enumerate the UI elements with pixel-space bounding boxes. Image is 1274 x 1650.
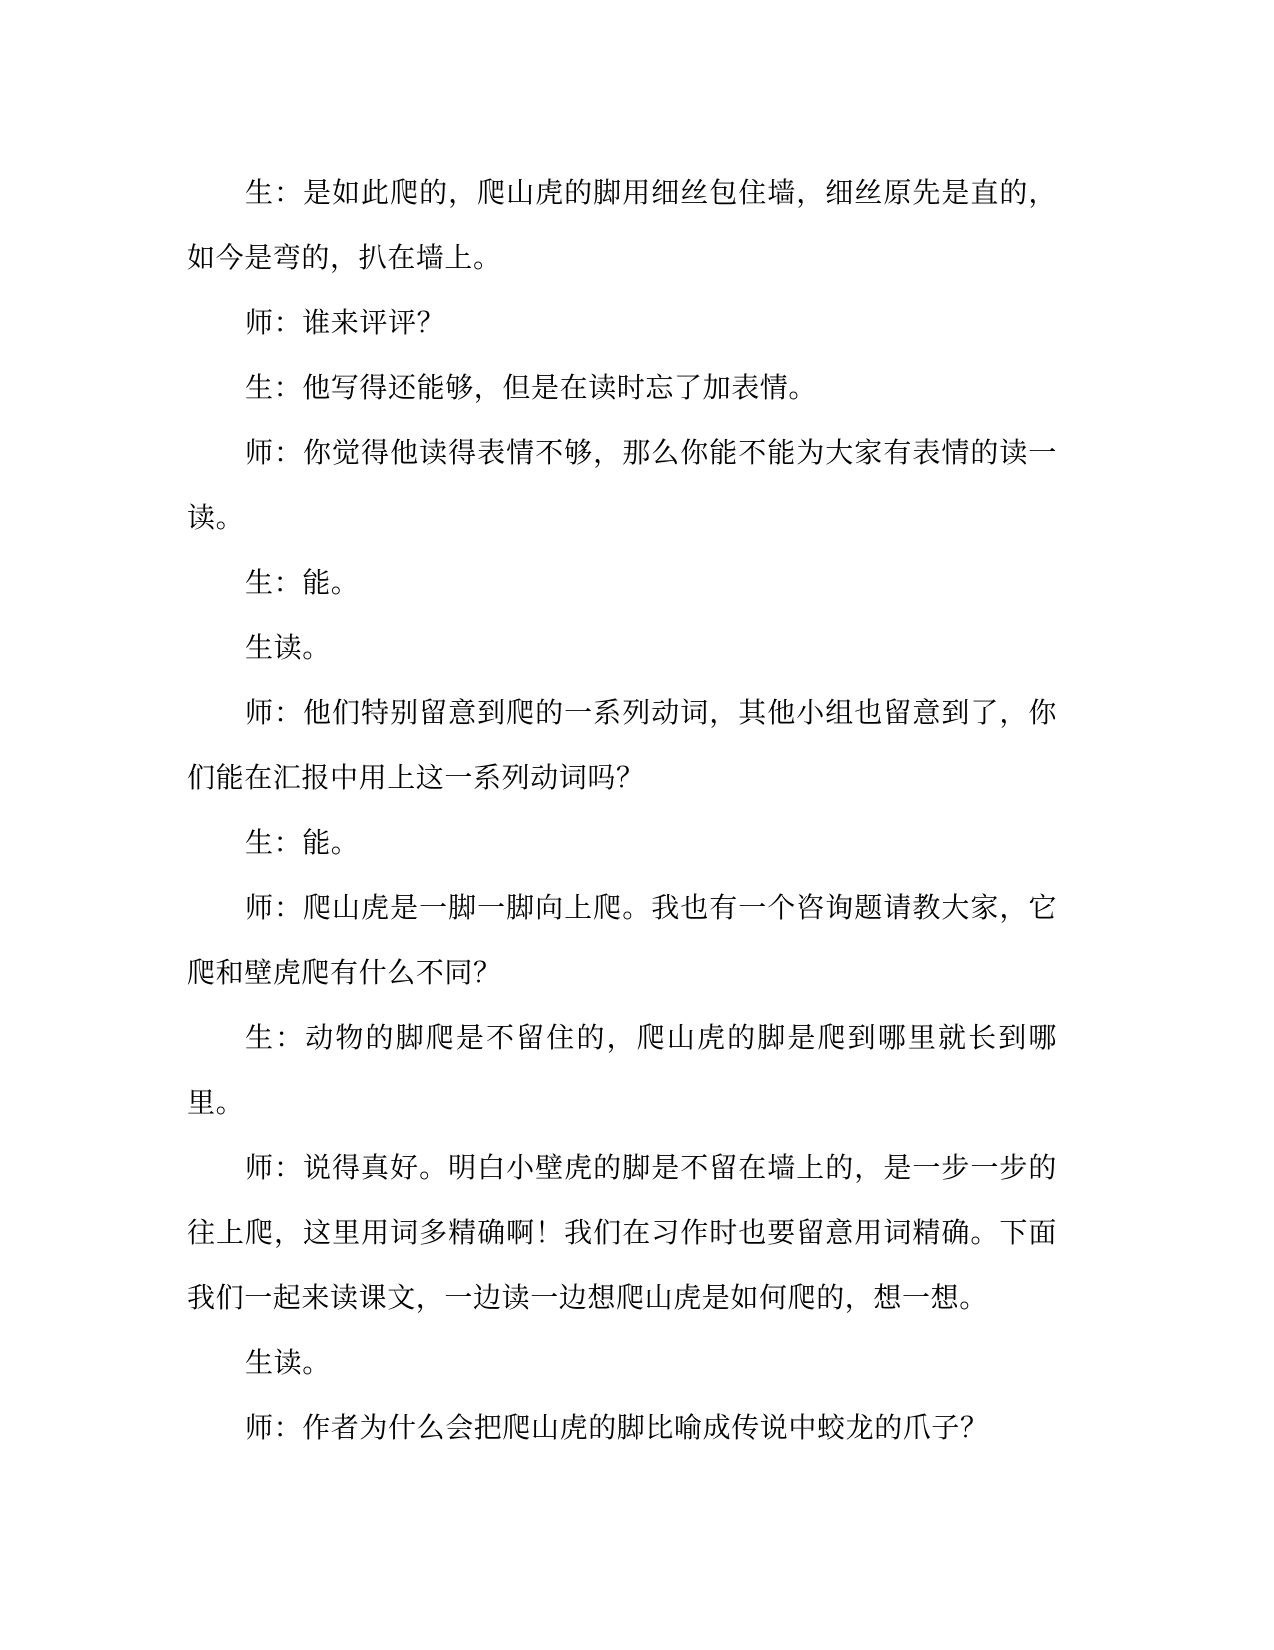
paragraph-11: 师：说得真好。明白小壁虎的脚是不留在墙上的，是一步一步的往上爬，这里用词多精确啊！我们在习作时也要留意用词精确。下面我们一起来读课文，一边读一边想爬山虎是如何爬的，想一想。 bbox=[187, 1151, 1057, 1314]
paragraph-7: 师：他们特别留意到爬的一系列动词，其他小组也留意到了，你们能在汇报中用上这一系列动词吗？ bbox=[187, 696, 1057, 794]
paragraph-5: 生：能。 bbox=[245, 566, 360, 599]
paragraph-2: 师：谁来评评？ bbox=[245, 306, 446, 339]
paragraph-4: 师：你觉得他读得表情不够，那么你能不能为大家有表情的读一读。 bbox=[187, 436, 1057, 534]
paragraph-10: 生：动物的脚爬是不留住的，爬山虎的脚是爬到哪里就长到哪里。 bbox=[187, 1021, 1057, 1119]
paragraph-3: 生：他写得还能够，但是在读时忘了加表情。 bbox=[245, 371, 818, 404]
paragraph-8: 生：能。 bbox=[245, 826, 360, 859]
paragraph-1: 生：是如此爬的，爬山虎的脚用细丝包住墙，细丝原先是直的，如今是弯的，扒在墙上。 bbox=[187, 176, 1057, 274]
paragraph-12: 生读。 bbox=[245, 1346, 331, 1379]
paragraph-13: 师：作者为什么会把爬山虎的脚比喻成传说中蛟龙的爪子？ bbox=[245, 1411, 989, 1444]
document-body bbox=[187, 160, 1057, 1460]
paragraph-6: 生读。 bbox=[245, 631, 331, 664]
paragraph-9: 师：爬山虎是一脚一脚向上爬。我也有一个咨询题请教大家，它爬和壁虎爬有什么不同？ bbox=[187, 891, 1057, 989]
